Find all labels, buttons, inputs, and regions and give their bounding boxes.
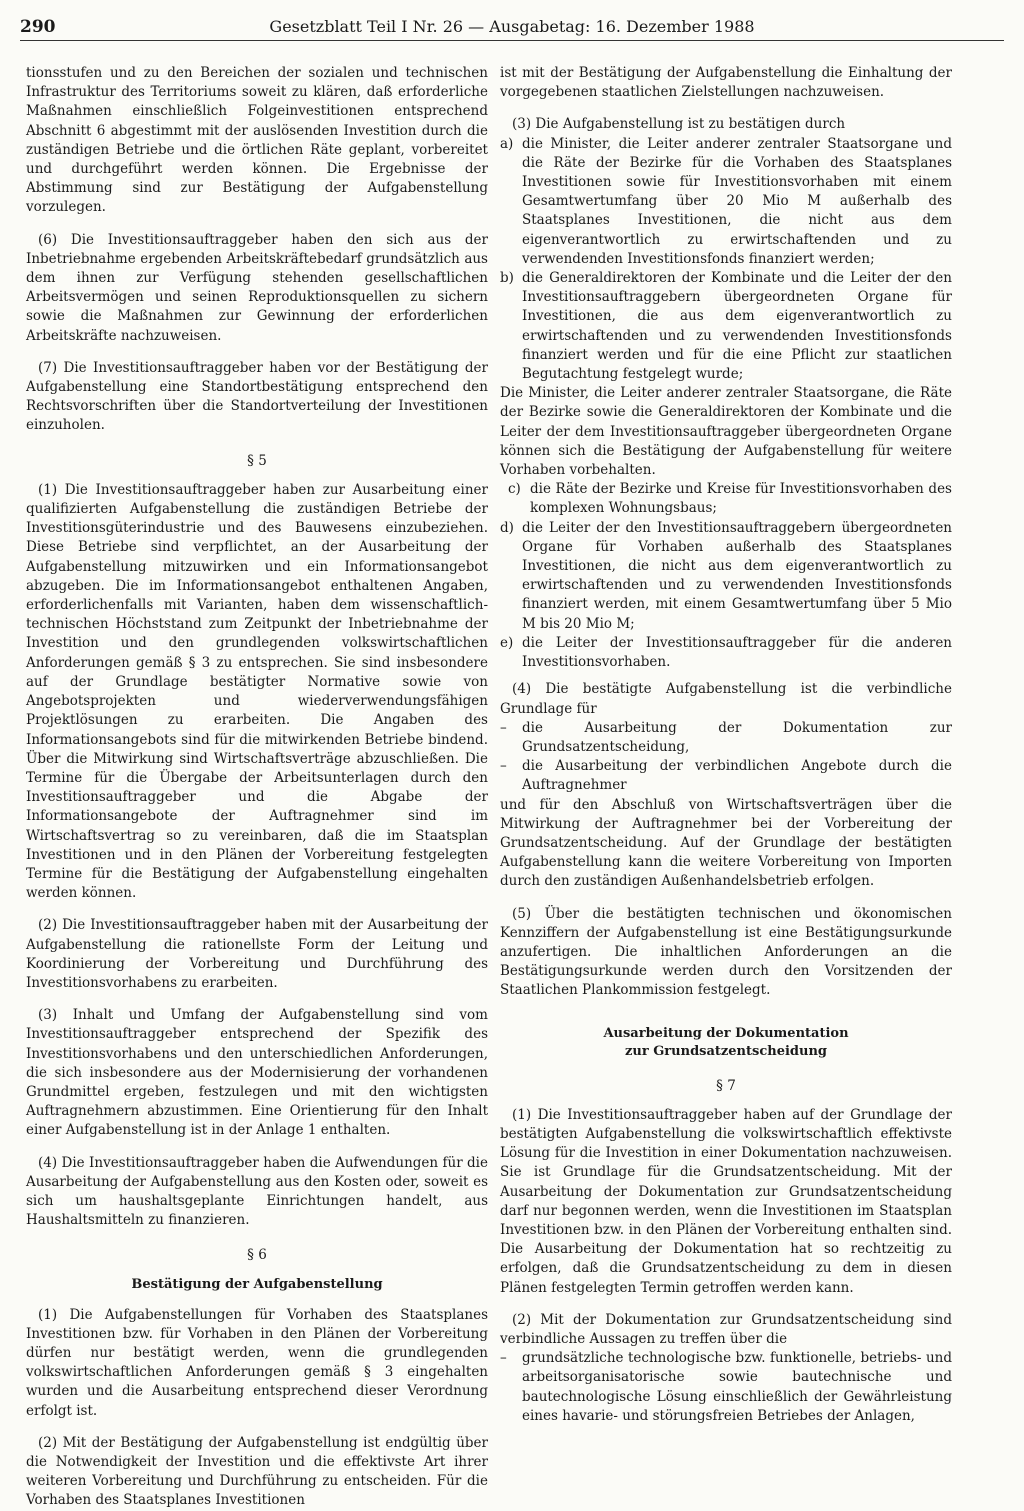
paragraph: (2) Die Investitionsauftraggeber haben mit der Ausarbeitung der Aufgabenstellung die rationellste Form der Leitung und Koordinierung der Vorbereitung und Durchführung des Investitionsvorhabens zu erarbeiten. bbox=[26, 917, 488, 991]
list-item bbox=[500, 519, 952, 634]
right-column bbox=[500, 64, 952, 1426]
list-label: a) bbox=[500, 135, 514, 152]
list-item bbox=[500, 757, 952, 795]
left-column bbox=[26, 64, 488, 1511]
list-dash: – bbox=[500, 758, 507, 775]
section-title: zur Grundsatzentscheidung bbox=[625, 1043, 827, 1059]
paragraph: Die Minister, die Leiter anderer zentraler Staatsorgane, die Räte der Bezirke sowie die Generaldirektoren der Kombinate und die Leiter der dem Investitionsauftraggeber übergeordneten Organe können sich die Bestätigung der Aufgabenstellung für weitere Vorhaben vorbehalten. bbox=[500, 385, 952, 479]
paragraph: (1) Die Investitionsauftraggeber haben auf der Grundlage der bestätigten Aufgabenstellung die volkswirtschaftlich effektivste Lösung für die Investition in einer Dokumentation nachzuweisen. Sie ist Grundlage für die Grundsatzentscheidung. Mit der Ausarbeitung der Dokumentation zur Grundsatzentscheidung darf nur begonnen werden, wenn die Investitionen im Staatsplan Investitionen bzw. in den Plänen der Vorbereitung enthalten sind. Die Ausarbeitung der Dokumentation hat so rechtzeitig zu erfolgen, daß die Grundsatzentscheidung zu dem in diesen Plänen festgelegten Termin getroffen werden kann. bbox=[500, 1106, 952, 1296]
list-text: grundsätzliche technologische bzw. funktionelle, betriebs- und arbeitsorganisatorische sowie bautechnische und bautechnologische Lösung einschließlich der Gewährleistung eines havarie- und störungsfreien Betriebes der Anlagen, bbox=[522, 1350, 952, 1424]
list-label: b) bbox=[500, 270, 514, 287]
section-heading: § 7 bbox=[716, 1077, 736, 1094]
paragraph: (6) Die Investitionsauftraggeber haben den sich aus der Inbetriebnahme ergebenden Arbeitskräftebedarf grundsätzlich aus dem ihnen zur Verfügung stehenden gesellschaftlichen Arbeitsvermögen und seinen Reproduktionsquellen zu sichern sowie die Maßnahmen zur Gewinnung der erforderlichen Arbeitskräfte nachzuweisen. bbox=[26, 231, 488, 344]
list-text: die Räte der Bezirke und Kreise für Investitionsvorhaben des komplexen Wohnungsbaus; bbox=[530, 481, 952, 517]
list-item bbox=[500, 634, 952, 672]
list-text: die Ausarbeitung der Dokumentation zur Grundsatzentscheidung, bbox=[522, 719, 952, 755]
paragraph: (7) Die Investitionsauftraggeber haben vor der Bestätigung der Aufgabenstellung eine Standortbestätigung entsprechend den Rechtsvorschriften über die Standortverteilung der Investitionen einzuholen. bbox=[26, 359, 488, 434]
list-text: die Leiter der Investitionsauftraggeber für die anderen Investitionsvorhaben. bbox=[522, 634, 952, 671]
list-text: die Leiter der den Investitionsauftraggebern übergeordneten Organe für Vorhaben außerhalb des Staatsplanes Investitionen, die nicht aus dem eigenverantwortlich zu erwirtschaftenden und zu verwendenden Investitionsfonds finanziert werden, mit einem Gesamtwertumfang über 5 Mio M bis 20 Mio M; bbox=[522, 519, 952, 632]
list-label: d) bbox=[500, 519, 514, 536]
paragraph: tionsstufen und zu den Bereichen der sozialen und technischen Infrastruktur des Territoriums soweit zu klären, daß erforderliche Maßnahmen einschließlich Folgeinvestitionen entsprechend Abschnitt 6 abgestimmt mit der auslösenden Investition durch die zuständigen Betriebe und die örtlichen Räte geplant, vorbereitet und durchgeführt werden können. Die Ergebnisse der Abstimmung sind zur Bestätigung der Aufgabenstellung vorzulegen. bbox=[26, 65, 488, 216]
list-item bbox=[500, 719, 952, 757]
paragraph: (3) Inhalt und Umfang der Aufgabenstellung sind vom Investitionsauftraggeber entsprechend der Spezifik des Investitionsvorhabens und den unterschiedlichen Anforderungen, die sich insbesondere aus der Modernisierung der vorhandenen Grundmittel ergeben, festzulegen und mit den wichtigsten Auftragnehmern abzustimmen. Eine Orientierung für den Inhalt einer Aufgabenstellung ist in der Anlage 1 enthalten. bbox=[26, 1007, 488, 1139]
paragraph: (1) Die Investitionsauftraggeber haben zur Ausarbeitung einer qualifizierten Aufgabenstellung die zuständigen Betriebe der Investitionsgüterindustrie und des Bauwesens einzubeziehen. Diese Betriebe sind verpflichtet, an der Ausarbeitung der Aufgabenstellung mitzuwirken und ein Informationsangebot abzugeben. Die im Informationsangebot enthaltenen Angaben, erforderlichenfalls mit Varianten, haben dem wissenschaftlich-technischen Höchststand zum Zeitpunkt der Inbetriebnahme der Investition und den grundlegenden volkswirtschaftlichen Anforderungen gemäß § 3 zu entsprechen. Sie sind insbesondere auf der Grundlage bestätigter Normative sowie von Angebotsprojekten und wiederverwendungsfähigen Projektlösungen zu erarbeiten. Die Angaben des Informationsangebots sind für die mitwirkenden Betriebe bindend. Über die Mitwirkung sind Wirtschaftsverträge abzuschließen. Die Termine für die Übergabe der Arbeitsunterlagen durch den Investitionsauftraggeber und die Abgabe der Informationsangebote der Auftragnehmer sind im Wirtschaftsvertrag so zu vereinbaren, daß die im Staatsplan Investitionen und in den Plänen der Vorbereitung festgelegten Termine für die Bestätigung der Aufgabenstellung eingehalten werden können. bbox=[26, 481, 488, 902]
section-heading: § 5 bbox=[247, 452, 267, 469]
paragraph: (2) Mit der Bestätigung der Aufgabenstellung ist endgültig über die Notwendigkeit der Investition und die effektivste Art ihrer weiteren Vorbereitung und Durchführung zu entscheiden. Für die Vorhaben des Staatsplanes Investitionen bbox=[26, 1434, 488, 1509]
page-number: 290 bbox=[20, 17, 56, 37]
list-item bbox=[500, 1349, 952, 1426]
journal-title: Gesetzblatt Teil I Nr. 26 — Ausgabetag: 16. Dezember 1988 bbox=[269, 17, 755, 36]
section-heading: § 6 bbox=[247, 1247, 267, 1264]
paragraph: (1) Die Aufgabenstellungen für Vorhaben des Staatsplanes Investitionen bzw. für Vorhaben in den Plänen der Vorbereitung dürfen nur bestätigt werden, wenn die grundlegenden volkswirtschaftlichen Anforderungen gemäß § 3 eingehalten wurden und die Ausarbeitung entsprechend dieser Verordnung erfolgt ist. bbox=[26, 1306, 488, 1419]
paragraph: (2) Mit der Dokumentation zur Grundsatzentscheidung sind verbindliche Aussagen zu treffen über die bbox=[500, 1311, 952, 1347]
list-item bbox=[500, 480, 952, 518]
section-title: Bestätigung der Aufgabenstellung bbox=[131, 1276, 383, 1292]
paragraph: (4) Die Investitionsauftraggeber haben die Aufwendungen für die Ausarbeitung der Aufgabenstellung aus den Kosten oder, soweit es sich um haushaltsgeplante Einrichtungen handelt, aus Haushaltsmitteln zu finanzieren. bbox=[26, 1154, 488, 1229]
paragraph: (5) Über die bestätigten technischen und ökonomischen Kennziffern der Aufgabenstellung ist eine Bestätigungsurkunde anzufertigen. Die inhaltlichen Anforderungen an die Bestätigungsurkunde werden durch den Vorsitzenden der Staatlichen Plankommission festgelegt. bbox=[500, 905, 952, 999]
list-item bbox=[500, 135, 952, 269]
list-dash: – bbox=[500, 719, 507, 736]
paragraph: (4) Die bestätigte Aufgabenstellung ist die verbindliche Grundlage für bbox=[500, 681, 952, 717]
paragraph: (3) Die Aufgabenstellung ist zu bestätigen durch bbox=[512, 116, 846, 133]
list-text: die Ausarbeitung der verbindlichen Angebote durch die Auftragnehmer bbox=[522, 758, 952, 794]
list-label: e) bbox=[500, 634, 514, 651]
list-text: die Minister, die Leiter anderer zentraler Staatsorgane und die Räte der Bezirke für die Vorhaben des Staatsplanes Investitionen sowie für Investitionsvorhaben mit einem Gesamtwertumfang über 20 Mio M außerhalb des Staatsplanes Investitionen, die nicht aus dem eigenverantwortlich zu erwirtschaftenden und zu verwendenden Investitionsfonds finanziert werden; bbox=[522, 135, 952, 267]
list-text: die Generaldirektoren der Kombinate und die Leiter der den Investitionsauftraggebern übergeordneten Organe für Investitionen, die aus dem eigenverantwortlich zu erwirtschaftenden und zu verwendenden Investitionsfonds finanziert werden und für die eine Pflicht zur staatlichen Begutachtung festgelegt wurde; bbox=[522, 270, 952, 383]
list-item bbox=[500, 269, 952, 384]
section-title: Ausarbeitung der Dokumentation bbox=[603, 1025, 849, 1041]
list-label: c) bbox=[508, 481, 521, 498]
page-header bbox=[20, 16, 1004, 41]
paragraph: und für den Abschluß von Wirtschaftsverträgen über die Mitwirkung der Auftragnehmer bei der Vorbereitung der Grundsatzentscheidung. Auf der Grundlage der bestätigten Aufgabenstellung kann die weitere Vorbereitung von Importen durch den zuständigen Außenhandelsbetrieb erfolgen. bbox=[500, 796, 952, 890]
paragraph: ist mit der Bestätigung der Aufgabenstellung die Einhaltung der vorgegebenen staatlichen Zielstellungen nachzuweisen. bbox=[500, 65, 952, 101]
list-dash: – bbox=[500, 1350, 507, 1367]
